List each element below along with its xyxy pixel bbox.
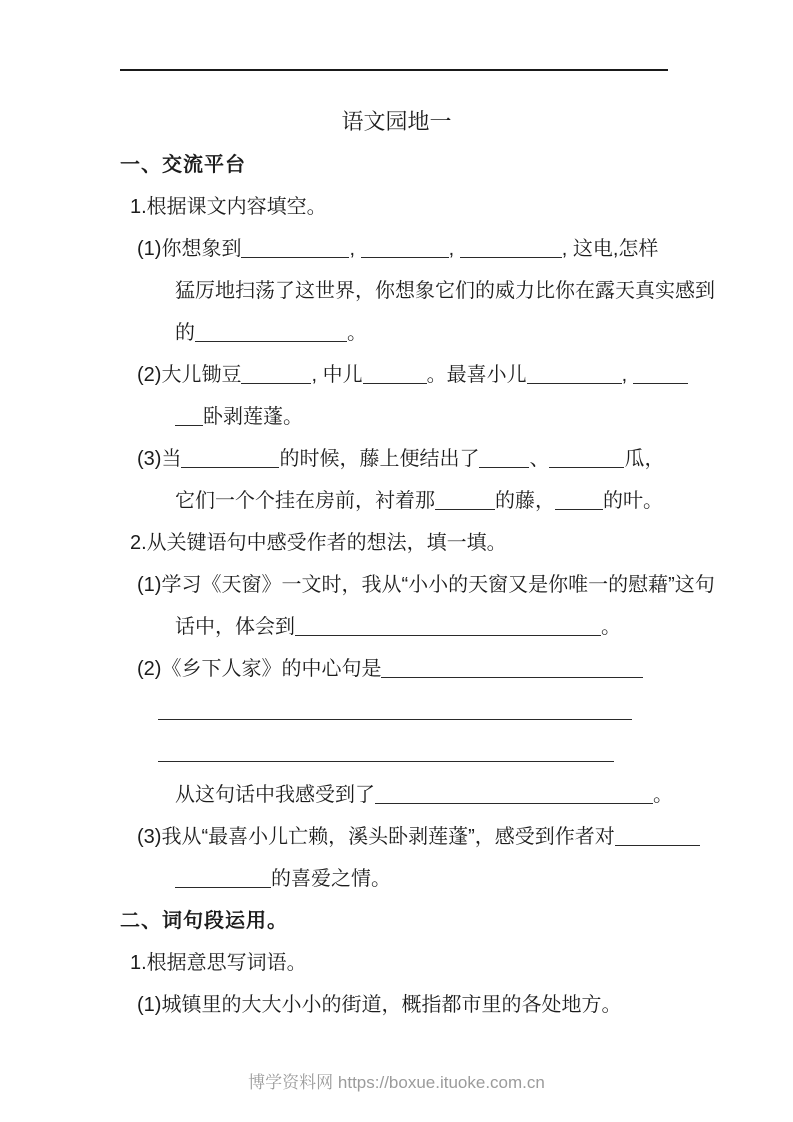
text-run: (2)《乡下人家》的中心句是 — [137, 658, 382, 680]
section-1-header — [120, 144, 673, 186]
fill-in-blank — [361, 254, 449, 258]
q1-2-line1 — [120, 354, 673, 396]
item-1-2 — [120, 522, 673, 564]
fill-in-blank — [241, 254, 349, 258]
q2-2-line4 — [120, 774, 673, 816]
fill-in-blank — [181, 464, 279, 468]
fill-in-blank — [175, 422, 203, 426]
fill-in-blank — [158, 758, 614, 762]
text-run: (2)大儿锄豆 — [137, 364, 242, 386]
text-run: 的 — [175, 322, 195, 344]
document-body — [120, 144, 715, 1026]
text-run: 卧剥莲蓬。 — [203, 406, 303, 428]
fill-in-blank — [460, 254, 562, 258]
q1-1-line1 — [120, 228, 673, 270]
fill-in-blank — [363, 380, 427, 384]
text-run: 的喜爱之情。 — [271, 868, 391, 890]
text-run: 的时候，藤上便结出了 — [279, 448, 480, 470]
footer-site-name: 博学资料网 — [248, 1073, 334, 1092]
text-run: 从这句话中我感受到了 — [175, 784, 375, 806]
text-run: 2.从关键语句中感受作者的想法，填一填。 — [130, 532, 507, 554]
text-run: 。最喜小儿 — [426, 364, 527, 386]
text-run: (1)城镇里的大大小小的街道，概指都市里的各处地方。 — [137, 994, 622, 1016]
text-run: (3)当 — [137, 448, 182, 470]
fill-in-blank — [381, 674, 643, 678]
text-run: 。 — [601, 616, 621, 638]
q1-1-line3 — [120, 312, 673, 354]
fill-in-blank — [195, 338, 347, 342]
page-title: 语文园地一 — [341, 109, 452, 134]
fill-in-blank — [295, 632, 601, 636]
q2-1-line1 — [120, 564, 715, 606]
q2-3-line2 — [120, 858, 673, 900]
q1-3-line2 — [120, 480, 673, 522]
fill-in-blank — [633, 380, 688, 384]
text-run: 话中，体会到 — [175, 616, 295, 638]
q2-3-line1 — [120, 816, 673, 858]
q2-2-line2 — [120, 690, 673, 732]
q1-2-line2 — [120, 396, 673, 438]
text-run: 的藤， — [495, 490, 555, 512]
text-run: (1)学习《天窗》一文时，我从“小小的天窗又是你唯一的慰藉”这句 — [137, 574, 715, 596]
text-run: 二、词句段运用。 — [120, 910, 288, 932]
text-run: 它们一个个挂在房前，衬着那 — [175, 490, 435, 512]
q2-1-line2 — [120, 606, 673, 648]
fill-in-blank — [375, 800, 653, 804]
fill-in-blank — [555, 506, 603, 510]
fill-in-blank — [241, 380, 311, 384]
fill-in-blank — [479, 464, 529, 468]
q1-3-line1 — [120, 438, 673, 480]
text-run: , 这电,怎样 — [561, 238, 659, 260]
text-run: , — [448, 238, 460, 260]
text-run: 。 — [653, 784, 673, 806]
text-run: 的叶。 — [603, 490, 663, 512]
document-content — [120, 100, 715, 1026]
text-run: 一、交流平台 — [120, 154, 246, 176]
fill-in-blank — [527, 380, 622, 384]
footer-watermark — [0, 1068, 793, 1093]
q3-1-line1 — [120, 984, 673, 1026]
text-run: , — [349, 238, 361, 260]
fill-in-blank — [158, 716, 632, 720]
text-run: , — [621, 364, 633, 386]
text-run: 1.根据意思写词语。 — [130, 952, 307, 974]
q2-2-line1 — [120, 648, 673, 690]
fill-in-blank — [435, 506, 495, 510]
section-2-header — [120, 900, 673, 942]
fill-in-blank — [615, 842, 700, 846]
text-run: 猛厉地扫荡了这世界，你想象它们的威力比你在露天真实感到 — [175, 280, 715, 302]
text-run: (1)你想象到 — [137, 238, 242, 260]
q2-2-line3 — [120, 732, 673, 774]
footer-url: https://boxue.ituoke.com.cn — [337, 1073, 545, 1092]
q1-1-line2 — [120, 270, 715, 312]
text-run: 。 — [347, 322, 367, 344]
text-run: 、 — [529, 448, 550, 470]
header-rule — [120, 69, 668, 71]
fill-in-blank — [175, 884, 271, 888]
fill-in-blank — [549, 464, 624, 468]
text-run: 瓜， — [624, 448, 665, 470]
text-run: , 中儿 — [311, 364, 363, 386]
item-1-1 — [120, 186, 673, 228]
item-2-1 — [120, 942, 673, 984]
text-run: 1.根据课文内容填空。 — [130, 196, 327, 218]
text-run: (3)我从“最喜小儿亡赖，溪头卧剥莲蓬”，感受到作者对 — [137, 826, 615, 848]
